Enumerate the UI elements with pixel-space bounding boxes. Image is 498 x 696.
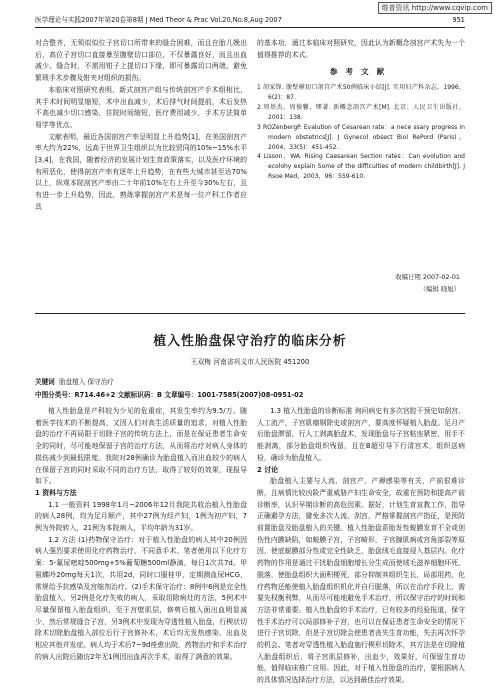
running-header bbox=[35, 14, 465, 26]
keywords-value: 胎盘植入 保守治疗 bbox=[58, 378, 114, 386]
classification-text: 中图分类号：R714.46+2 文献标识码：B 文章编号：1001-7585(2007)08-0951-02 bbox=[35, 391, 304, 399]
reference-item: 1 胡家锋. 腹壁横切口剖宫产术50例临床小结[J]. 实用妇产科杂志，1996，6(2)：87. bbox=[257, 84, 465, 102]
reference-item: 4 Lisson，WA. Rising Caesarean Section rates：Can evolution and ecolohy explain Some of the difficulties of modern childbirth[J]. J Rsoe Med，2003，96：559-610. bbox=[257, 153, 465, 181]
editor-note: （编辑 晓旭） bbox=[419, 285, 460, 293]
reference-item: 2 周基杰，周俊馨，缪著. 新概念剖宫产术[M]. 北京：人民卫生出版社，2001：138. bbox=[257, 103, 465, 121]
article-authors: 王双梅 河南省巩义市人民医院 451200 bbox=[190, 358, 310, 366]
prev-paragraph: 文献表明，最近各国剖宫产率呈明显上升趋势[1]，在美国剖宫产率大约为22%，远高于世界卫生组织以为比较贸同的10%~15%水平[3,4]，在我国，随着经济的发展计划生育政策落实，以及医疗环境的有所恶化，使得剖宫产率有逐年上升趋势，在有些大城市甚至达70%以上，纵观本院剖宫产率由二十年前10%左右上升至今30%左右，且有进一步上升趋势，因此，熟练掌握剖宫产术是每一位产科工作者应具 bbox=[35, 132, 247, 211]
classification-line bbox=[35, 389, 465, 401]
article-left-column bbox=[35, 406, 247, 692]
reference-item: 3 ROZenbergP. Evalution of Cesarean rate：a nece ssary progress in modern obstetrics[J]. J Gynecol obsect Biol RePord (Paris)，2004，33(5)：451-452. bbox=[257, 123, 465, 151]
body-paragraph: 1.1 一般资料 1998年1月~2006年12月我院共收治植入性胎盘的病人28例，均为足月顺产，其中27例为经产妇，1例为初产妇，7例为外院转入，21例为本院病人，平均年龄为31岁。 bbox=[35, 500, 247, 533]
body-paragraph: 1.3 植入性胎盘的诊断标准 询问病史有多次宫腔干预史如刮宫、人工流产，子宫肌瘤剔除史或剖宫产，要高度怀疑植入胎盘。足月产后胎盘滞留，行人工剥离胎盘术，发现胎盘与子宫粘连紧密，用手不能剥离，部分胎盘组织残留，且在B超引导下行清宫术，组织送病检，确诊为胎盘植入。 bbox=[257, 407, 465, 462]
prev-article-left-column bbox=[35, 38, 247, 308]
received-date: 收稿日期 2007-02-01 bbox=[395, 273, 460, 281]
page-number: 951 bbox=[452, 16, 465, 24]
body-paragraph: 植入性胎盘是产科较为少见的危重症，其发生率约为9.5/万。随着医学技术的不断提高，又因人们对高生活质量的追求，对植入性胎盘的治疗不再局限于切除子宫的传统方法上，而是在保证患者生命安全的同时，尽可能地保留子宫的治疗方法，从而将治疗对病人身体的损伤减少到最低限度。我院对28例确诊为胎盘植入而出血较少的病人在保留子宫的同时采取不同的治疗方法，取得了较好的效果，现报导如下。 bbox=[35, 407, 247, 486]
journal-header-text: 医学理论与实践2007年第20卷第8期 J Med Theor & Prac Vol.20,No.8,Aug 2007 bbox=[35, 16, 282, 24]
prev-conclusion: 的基本功，通过本临床对照研究，因此认为新概念剖宫产术失为一个值得推荐的术式。 bbox=[257, 39, 465, 59]
keywords-line bbox=[35, 376, 114, 388]
body-paragraph: 1.2 方法 (1)药物保守治疗：对于植入性胎盘的病人其中20例因病人强烈要求使用化疗药物治疗，不同意手术。笔者使用以下化疗方案：5-氟尿嘧啶500mg+5%葡萄糖500ml静滴，每日1次共7d。甲氨蝶呤20mg每天1次，共用2d，同时口服桂甲，定期测血尿HCG，常规给予抗感染及宫缩剂治疗。(2)手术保守治疗：8例中6例是完全性胎盘植入，另2例是化疗失败的病人，采取切除病灶的方法，5例术中尽量保留植入胎盘组织，至于宫壁肌层，修剪后植入面出血明显减少，然后常规缝合子宫，另3例术中发现为穿透性植入胎盘，行楔状切除术切除胎盘植入部位后行子宫修补术，术后均无发热感染、出血及相应其他并发症。病人均于术后7~9d痊愈出院，药物治疗和手术治疗的病人出院后随访2年无1例因出血再次手术，取得了满意的效果。 bbox=[35, 535, 247, 661]
body-paragraph: 胎盘植入主要与人流、剖宫产、产褥感染等有关，产前很难诊断，且病情比较凶险严重威胁产妇生命安全，故重在预防和提高产前诊断率，认识早期诊断的高危因素。据好，计划生育宣教工作，指导正确避孕方法，避免多次人流、刮宫，严格掌握剖宫产指征，是预防前置胎盘及胎盘植入的关键。植入性胎盘系胎发性蜕膜发育不全或创伤性内膜缺陷，如蜕膜子宫，子宫畸形，子宫腺肌病或宫角部裂等原因，使底蜕膜部分性或完全性缺乏，胎盘绒毛直接侵入基层内。化疗药物的作用是通过干扰胎盘细胞增长分生成而使绒毛滋养细胞坏死、脱落，使胎盘组织大面积梗死，部分抑制其组织生长，局部用药，化疗药物还能使植入胎盘组织机化并自行脱落，所以在治疗手段上，需要先权衡利弊，从而尽可能地避免手术治疗，所以保守治疗的时间和方法非常重要。植入性胎盘的手术治疗，已有较多的经验报道，保守性手术治疗可以局部修补子宫，也可以在保证患者生命安全的情况下进行子宫切除，但是子宫切除会使患者丧失生育功能，失去再次怀孕的机会。笔者对穿透性植入胎盘施行楔形切除术，其方法是在切除植入胎盘组织后，将子宫肌层修补，出血少，效果好，可保留生育功能，值得临床推广应用。因此，对于植入性胎盘的治疗，要根据病人的具体情况选择治疗方法，以达到最佳治疗效果。 bbox=[257, 477, 465, 685]
prev-paragraph: 对合整齐，无须似似位子宫切口所带来的缝合困难，而且在胎儿娩出后，高位子宫切口直接暴至腹壁切口部位，不仅暴露良好，而且出血减少。缝合时，不需用钳子上提切口下缘，即可暴露切口两端，避免繁琐手术步骤及钳夹对组织的损伤。 bbox=[35, 39, 247, 83]
article-title: 植入性胎盘保守治疗的临床分析 bbox=[153, 334, 347, 349]
section-heading: 1 资料与方法 bbox=[35, 488, 77, 497]
prev-article-right-column bbox=[257, 38, 465, 310]
article-right-column bbox=[257, 406, 465, 692]
site-watermark: 维普资讯 http://www.cqvip.com bbox=[378, 2, 492, 14]
section-heading: 2 讨论 bbox=[257, 465, 278, 474]
prev-paragraph: 本临床对照研究表明，新式剖宫产组与传统剖宫产手术组相比，其手术时间明显缩短，术中出血减少，术后排气时间提前，术后发热不高也减少切口感染，住院时间缩短，医疗费用减少，手术方法简单易学等优点。 bbox=[35, 85, 247, 129]
header-rule bbox=[35, 27, 465, 28]
keywords-label: 关键词 bbox=[35, 378, 55, 386]
references-heading: 参考文献 bbox=[329, 67, 393, 77]
article-separator bbox=[35, 313, 465, 314]
